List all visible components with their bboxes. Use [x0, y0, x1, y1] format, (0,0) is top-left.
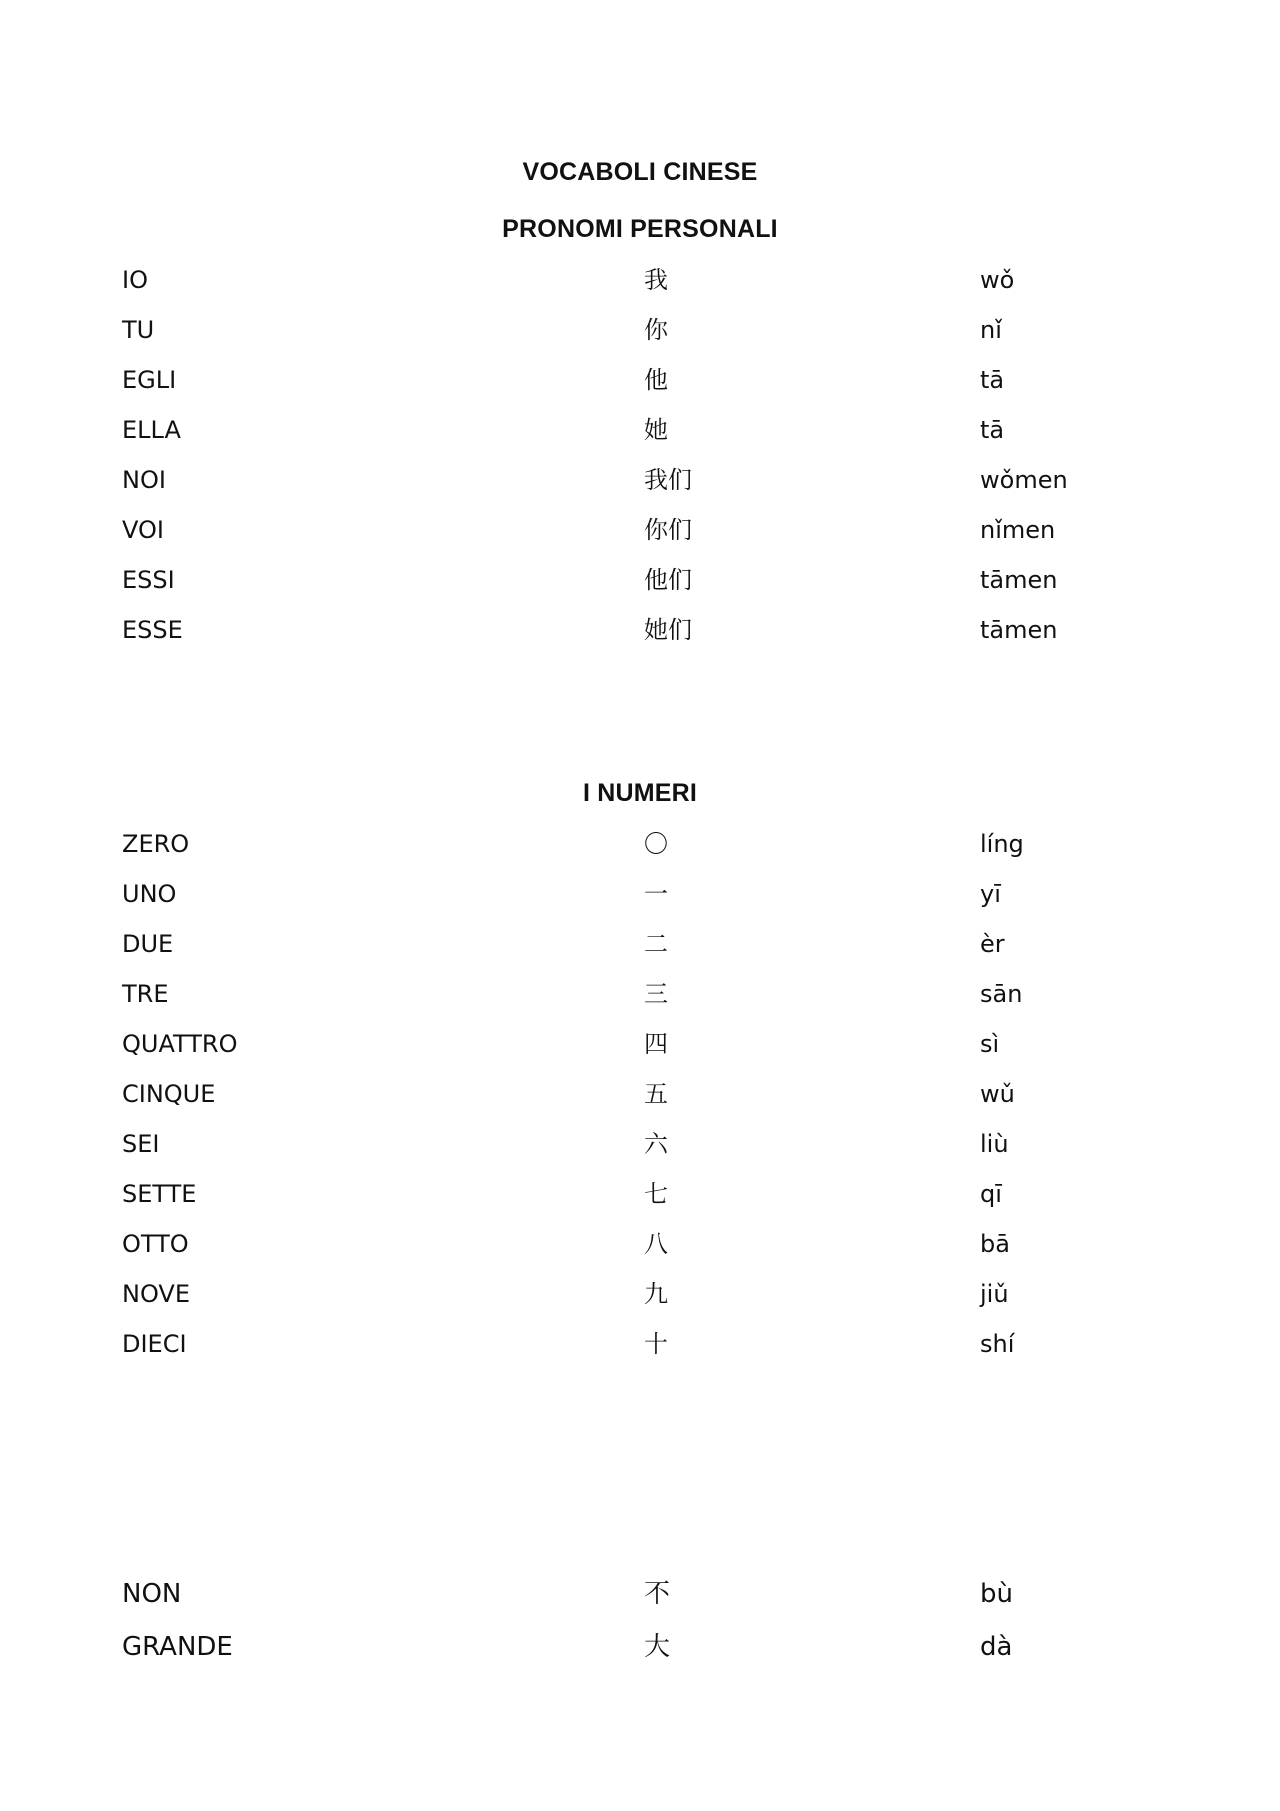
chinese-characters: 我: [644, 266, 668, 294]
chinese-characters: 你们: [644, 516, 692, 544]
table-row: [0, 1128, 1280, 1178]
italian-word: ELLA: [122, 416, 181, 444]
table-row: [0, 264, 1280, 314]
pinyin: yī: [980, 880, 1001, 908]
chinese-characters: 他们: [644, 566, 692, 594]
italian-word: OTTO: [122, 1230, 189, 1258]
pinyin: tā: [980, 416, 1005, 444]
chinese-characters: 我们: [644, 466, 692, 494]
table-row: [0, 1228, 1280, 1278]
chinese-characters: 她: [644, 416, 668, 444]
chinese-characters: 二: [644, 930, 668, 958]
pinyin: sì: [980, 1030, 1000, 1058]
table-row: [0, 1631, 1280, 1684]
table-row: [0, 828, 1280, 878]
italian-word: TRE: [122, 980, 169, 1008]
pinyin: sān: [980, 980, 1023, 1008]
pinyin: wǒ: [980, 266, 1015, 294]
pinyin: tā: [980, 366, 1005, 394]
table-row: [0, 314, 1280, 364]
chinese-characters: 你: [644, 316, 668, 344]
table-row: [0, 1178, 1280, 1228]
pinyin: bā: [980, 1230, 1010, 1258]
chinese-characters: 大: [644, 1632, 671, 1662]
table-row: [0, 614, 1280, 664]
table-row: [0, 464, 1280, 514]
chinese-characters: 七: [644, 1180, 668, 1208]
italian-word: SEI: [122, 1130, 160, 1158]
table-row: [0, 1578, 1280, 1631]
table-row: [0, 928, 1280, 978]
pinyin: bù: [980, 1579, 1013, 1609]
pronouns-heading: PRONOMI PERSONALI: [502, 215, 778, 243]
italian-word: ZERO: [122, 830, 190, 858]
table-row: [0, 564, 1280, 614]
italian-word: NOVE: [122, 1280, 191, 1308]
italian-word: NON: [122, 1579, 182, 1609]
pronouns-table: [0, 264, 1280, 664]
italian-word: TU: [122, 316, 155, 344]
italian-word: CINQUE: [122, 1080, 216, 1108]
italian-word: EGLI: [122, 366, 177, 394]
chinese-characters: 九: [644, 1280, 668, 1308]
table-row: [0, 414, 1280, 464]
pinyin: líng: [980, 830, 1024, 858]
chinese-characters: 十: [644, 1330, 668, 1358]
pinyin: nǐmen: [980, 516, 1056, 544]
italian-word: ESSE: [122, 616, 183, 644]
table-row: [0, 1028, 1280, 1078]
chinese-characters: 他: [644, 366, 668, 394]
table-row: [0, 878, 1280, 928]
document-title: VOCABOLI CINESE: [522, 158, 758, 186]
italian-word: DIECI: [122, 1330, 187, 1358]
italian-word: QUATTRO: [122, 1030, 238, 1058]
italian-word: GRANDE: [122, 1632, 233, 1662]
table-row: [0, 364, 1280, 414]
table-row: [0, 1328, 1280, 1378]
chinese-characters: 六: [644, 1130, 668, 1158]
italian-word: ESSI: [122, 566, 175, 594]
chinese-characters: 她们: [644, 616, 692, 644]
italian-word: IO: [122, 266, 148, 294]
pinyin: tāmen: [980, 616, 1058, 644]
pinyin: shí: [980, 1330, 1015, 1358]
pinyin: nǐ: [980, 316, 1002, 344]
table-row: [0, 514, 1280, 564]
italian-word: DUE: [122, 930, 174, 958]
pinyin: wǔ: [980, 1080, 1015, 1108]
table-row: [0, 1278, 1280, 1328]
chinese-characters: 三: [644, 980, 668, 1008]
table-row: [0, 978, 1280, 1028]
chinese-characters: 〇: [644, 830, 668, 858]
chinese-characters: 八: [644, 1230, 668, 1258]
italian-word: VOI: [122, 516, 164, 544]
extra-table: [0, 1578, 1280, 1684]
italian-word: UNO: [122, 880, 177, 908]
chinese-characters: 四: [644, 1030, 668, 1058]
pinyin: èr: [980, 930, 1005, 958]
italian-word: SETTE: [122, 1180, 197, 1208]
table-row: [0, 1078, 1280, 1128]
chinese-characters: 不: [644, 1579, 671, 1609]
pinyin: jiǔ: [980, 1280, 1009, 1308]
numbers-heading: I NUMERI: [582, 779, 698, 807]
pinyin: qī: [980, 1180, 1002, 1208]
chinese-characters: 一: [644, 880, 668, 908]
pinyin: dà: [980, 1632, 1013, 1662]
pinyin: liù: [980, 1130, 1009, 1158]
pinyin: wǒmen: [980, 466, 1068, 494]
italian-word: NOI: [122, 466, 166, 494]
pinyin: tāmen: [980, 566, 1058, 594]
chinese-characters: 五: [644, 1080, 668, 1108]
numbers-table: [0, 828, 1280, 1378]
